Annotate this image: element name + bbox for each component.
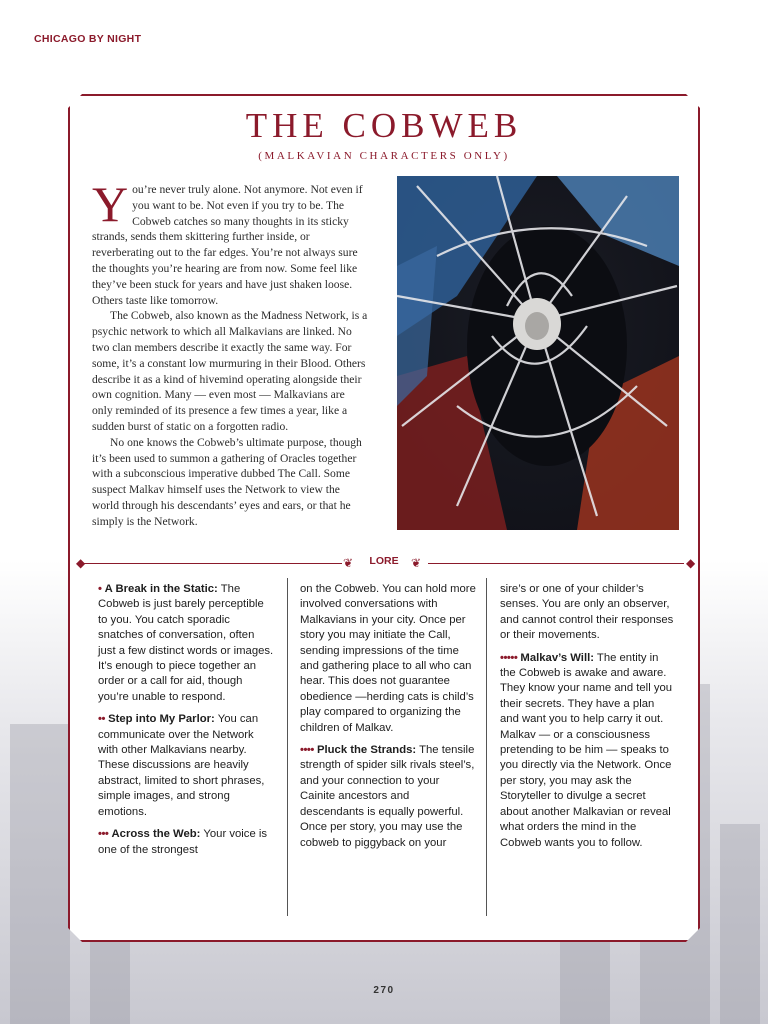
lore-column-2 (300, 582, 476, 858)
page-number: 270 (373, 985, 395, 996)
column-divider (287, 578, 288, 916)
lore-level-4: •••• Pluck the Strands: The tensile strength of spider silk rivals steel’s, and your connection to your Cainite ancestors and descendants is equally powerful. Once per story, you may use the cobweb to piggyback on your (300, 744, 475, 849)
ornament-icon: ◆ (686, 556, 696, 570)
ornament-icon: ◆ (76, 556, 86, 570)
content-area (68, 94, 700, 942)
intro-paragraph-3: No one knows the Cobweb’s ultimate purpose, though it’s been used to summon a gathering of Oracles together with a subconscious imperative dubbed The Call. Some suspect Malkav himself uses the Network to view the world through his descendants’ eyes and ears, or that he simply is the Network. (92, 435, 362, 528)
drop-cap: Y (92, 176, 129, 232)
lore-column-3 (500, 582, 676, 858)
intro-text (92, 176, 368, 530)
page-subtitle: (MALKAVIAN CHARACTERS ONLY) (258, 150, 510, 162)
lore-level-2: •• Step into My Parlor: You can communicate over the Network with other Malkavians nearby. These discussions are heavily abstract, limited to short phrases, simple images, and strong emotions. (98, 713, 265, 818)
lore-section-header (68, 554, 700, 574)
ornament-icon: ❦ (343, 556, 354, 570)
lore-column-1 (98, 582, 274, 865)
running-header: CHICAGO BY NIGHT (34, 33, 142, 45)
cobweb-illustration (397, 176, 679, 530)
intro-paragraph-1: You’re never truly alone. Not anymore. Not even if you want to be. Not even if you try to be. The Cobweb catches so many thoughts in its sticky strands, sends them skittering further inside, or reverberating out to the far edges. You’re not always sure the thoughts you’re hearing are from now. Some feel like they’ve been stuck for years and have just shaken loose. Others taste like tomorrow. (92, 176, 363, 307)
lore-level-3-continued: on the Cobweb. You can hold more involved conversations with Malkavians in your city. Once per story you may initiate the Call, sending impressions of the time and gathering place to all who can hear. This does not guarantee obedience —herding cats is child’s play compared to organizing the children of Malkav. (300, 583, 476, 734)
column-divider (486, 578, 487, 916)
lore-label: LORE (369, 555, 399, 567)
lore-level-5: ••••• Malkav’s Will: The entity in the Cobweb is awake and aware. They know your name and tell you their secrets. They have a plan and want you to help carry it out. Malkav — or a consciousness pretending to be him — speaks to you directly via the Network. Once per story, you may ask the Storyteller to divulge a secret about another Malkavian or reveal what orders the mind in the Cobweb wants you to follow. (500, 651, 673, 849)
ornament-icon: ❦ (411, 556, 422, 570)
page-title: THE COBWEB (245, 106, 523, 145)
lore-level-1: • A Break in the Static: The Cobweb is just barely perceptible to you. You catch sporadic snatches of conversation, often just a few distinct words or images. It’s enough to piece together an order or a call for aid, though you’re unable to respond. (98, 583, 274, 703)
intro-paragraph-2: The Cobweb, also known as the Madness Network, is a psychic network to which all Malkavians are linked. No two clan members describe it exactly the same way. For some, it’s a constant low murmuring in their Blood. Others describe it as a kind of hivemind operating alongside their own cognition. Many — even most — Malkavians are only reminded of its presence a few times a year, like a sudden burst of static on a forgotten radio. (92, 309, 368, 433)
lore-level-3: ••• Across the Web: Your voice is one of the strongest (98, 828, 268, 856)
lore-level-4-continued: sire’s or one of your childer’s senses. You are only an observer, and cannot control their responses or their movements. (500, 583, 674, 642)
